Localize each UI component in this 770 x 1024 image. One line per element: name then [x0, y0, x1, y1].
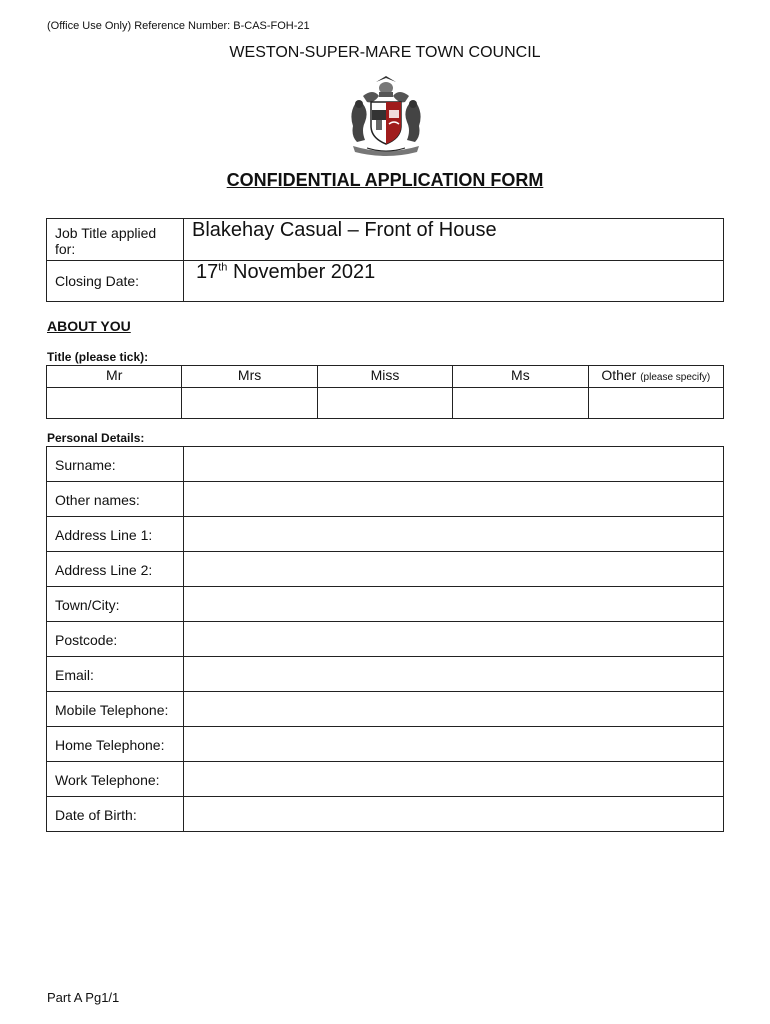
- work-telephone-field[interactable]: [184, 762, 724, 797]
- email-label: Email:: [47, 657, 184, 692]
- title-options-table: [46, 365, 724, 419]
- tick-box-mr[interactable]: [47, 388, 182, 419]
- closing-month-year: November 2021: [227, 261, 376, 283]
- closing-date-label: Closing Date:: [47, 261, 184, 302]
- title-option-miss: Miss: [317, 366, 452, 388]
- other-names-field[interactable]: [184, 482, 724, 517]
- coat-of-arms-icon: [343, 74, 429, 158]
- tick-box-mrs[interactable]: [182, 388, 317, 419]
- tick-box-other[interactable]: [588, 388, 723, 419]
- closing-date-value[interactable]: [184, 261, 724, 302]
- surname-label: Surname:: [47, 447, 184, 482]
- mobile-telephone-field[interactable]: [184, 692, 724, 727]
- mobile-telephone-label: Mobile Telephone:: [47, 692, 184, 727]
- address-line-1-field[interactable]: [184, 517, 724, 552]
- title-option-other-label: Other: [601, 367, 637, 383]
- job-title-label: Job Title applied for:: [47, 219, 184, 261]
- title-prompt: Title (please tick):: [47, 350, 149, 364]
- date-of-birth-label: Date of Birth:: [47, 797, 184, 832]
- form-title: CONFIDENTIAL APPLICATION FORM: [226, 170, 544, 190]
- closing-day-suffix: th: [218, 261, 228, 274]
- title-option-ms: Ms: [453, 366, 588, 388]
- tick-box-miss[interactable]: [317, 388, 452, 419]
- town-city-field[interactable]: [184, 587, 724, 622]
- email-field[interactable]: [184, 657, 724, 692]
- about-you-heading: ABOUT YOU: [47, 318, 131, 334]
- tick-box-ms[interactable]: [453, 388, 588, 419]
- title-option-other: [588, 366, 723, 388]
- office-reference: (Office Use Only) Reference Number: B-CAS-FOH-21: [47, 20, 310, 32]
- title-option-mrs: Mrs: [182, 366, 317, 388]
- other-specify-note: (please specify): [640, 372, 711, 383]
- postcode-label: Postcode:: [47, 622, 184, 657]
- personal-details-table: [46, 446, 724, 832]
- other-names-label: Other names:: [47, 482, 184, 517]
- address-line-2-field[interactable]: [184, 552, 724, 587]
- job-title-value[interactable]: [184, 219, 724, 261]
- address-line-2-label: Address Line 2:: [47, 552, 184, 587]
- page-footer: Part A Pg1/1: [47, 990, 120, 1005]
- date-of-birth-field[interactable]: [184, 797, 724, 832]
- home-telephone-label: Home Telephone:: [47, 727, 184, 762]
- surname-field[interactable]: [184, 447, 724, 482]
- job-title-text: Blakehay Casual – Front of House: [192, 219, 497, 241]
- closing-day: 17: [196, 261, 219, 283]
- personal-details-heading: Personal Details:: [47, 431, 145, 445]
- work-telephone-label: Work Telephone:: [47, 762, 184, 797]
- title-option-mr: Mr: [47, 366, 182, 388]
- job-details-table: [46, 218, 724, 302]
- council-name: WESTON-SUPER-MARE TOWN COUNCIL: [229, 44, 541, 61]
- postcode-field[interactable]: [184, 622, 724, 657]
- town-city-label: Town/City:: [47, 587, 184, 622]
- address-line-1-label: Address Line 1:: [47, 517, 184, 552]
- home-telephone-field[interactable]: [184, 727, 724, 762]
